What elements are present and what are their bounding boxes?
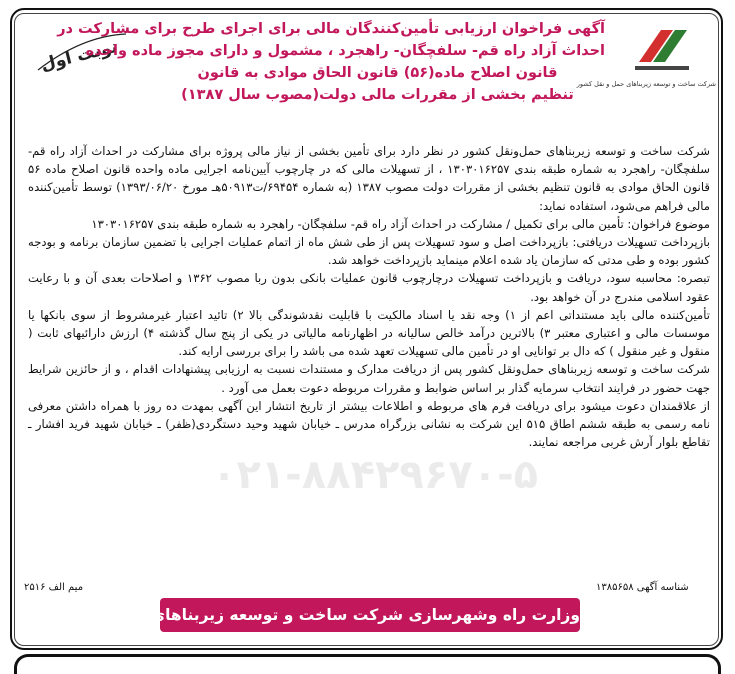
next-ad-frame xyxy=(14,654,721,674)
title-line-1: آگهی فراخوان ارزیابی تأمین‌کنندگان مالی برای اجرای طرح برای مشارکت در xyxy=(57,21,605,37)
title-line-4: تنظیم بخشی از مقررات مالی دولت(مصوب سال ۱۳۸۷) xyxy=(181,87,574,103)
invitation-paragraph: از علاقمندان دعوت میشود برای دریافت فرم های مربوطه و اطلاعات بیشتر از تاریخ انتشار این آگهی بمهدت ده روز با همراه داشتن معرفی نامه رسمی به طبقه ششم اطاق ۵۱۵ این شرکت به نشانی بزرگراه مدرس ـ خیابان شهید وحید دستگردی(ظفر) ـ خیابان شهید فرید افشار ـ تقاطع بلوار آرش غربی مراجعه نمایند. xyxy=(28,398,710,450)
title-line-2: احداث آزاد راه قم- سلفچگان- راهجرد ، مشمول و دارای مجوز ماده واحده xyxy=(85,43,605,59)
subject-paragraph: موضوع فراخوان: تأمین مالی برای تکمیل / مشارکت در احداث آزاد راه قم- سلفچگان- راهجرد به شماره طبقه بندی ۱۳۰۳۰۱۶۲۵۷ xyxy=(91,216,710,231)
logo-caption: شرکت ساخت و توسعه زیربناهای حمل و نقل کشور xyxy=(576,80,716,88)
title-line-3: قانون اصلاح ماده(۵۶) قانون الحاق موادی به قانون xyxy=(197,65,558,81)
evaluation-paragraph: شرکت ساخت و توسعه زیربناهای حمل‌ونقل کشور پس از دریافت مدارک و مستندات نسبت به ارزیابی پیشنهادات اقدام ، و از حائزین شرایط جهت حضور در فرایند انتخاب سرمایه گذار بر اساس ضوابط و مقررات مربوطه دعوت بعمل می آورد . xyxy=(28,362,710,395)
repayment-paragraph: بازپرداخت تسهیلات دریافتی: بازپرداخت اصل و سود تسهیلات پس از طی شش ماه از اتمام عملیات اجرایی با تضمین سازمان برنامه و بودجه کشور بوده و طی مدتی که سازمان یاد شده اعلام مینماید بازپرداخت خواهد شد. xyxy=(28,235,710,268)
ad-id: شناسه آگهی ۱۳۸۵۶۵۸ xyxy=(596,582,689,593)
round-label: نوبت اول xyxy=(38,36,120,76)
company-logo xyxy=(576,22,716,102)
intro-paragraph: شرکت ساخت و توسعه زیربناهای حمل‌ونقل کشور در نظر دارد برای تأمین بخشی از نیاز مالی پروژه برای مشارکت در احداث آزاد راه قم- سلفچگان- راهجرد به شماره طبقه بندی ۱۳۰۳۰۱۶۲۵۷ ، از تسهیلات مالی که در چارچوب آیین‌نامه اجرایی ماده واحده قانون اصلاح ماده ۵۶ قانون الحاق موادی به قانون تنظیم بخشی از مقررات دولت مصوب ۱۳۸۷ (به شماره ۶۹۴۵۴/ت۵۰۹۱۳هـ مورخ ۱۳۹۳/۰۶/۲۰) توسط تأمین‌کننده مالی فراهم می‌شود، استفاده نماید: xyxy=(28,144,710,213)
ad-body xyxy=(28,142,710,451)
company-logo-icon xyxy=(631,22,693,74)
ad-code: میم الف ۲۵۱۶ xyxy=(24,582,84,593)
ministry-banner: وزارت راه وشهرسازی شرکت ساخت و توسعه زیربناهای حمل‌ونقل کشور xyxy=(160,598,580,632)
requirements-paragraph: تأمین‌کننده مالی باید مستنداتی اعم از ۱) وجه نقد یا اسناد مالکیت با قابلیت نقدشوندگی بالا ۲) تائید اعتبار غیرمشروط از سوی بانکها یا موسسات مالی و اعتباری معتبر ۳) بالاترین درآمد خالص سالیانه در اظهارنامه مالیاتی در یکی از پنج سال گذشته ۴) ارزش دارائیهای ثابت ( منقول و غیر منقول ) که دال بر توانایی او در تأمین مالی تسهیلات تعهد شده می باشد را برای بررسی ارایه کند. xyxy=(28,307,711,359)
note-paragraph: تبصره: محاسبه سود، دریافت و بازپرداخت تسهیلات درچارچوب قانون عملیات بانکی بدون ربا مصوب ۱۳۶۲ و اصلاحات بعدی آن و با رعایت عقود اسلامی مندرج در آن خواهد بود. xyxy=(28,271,710,304)
